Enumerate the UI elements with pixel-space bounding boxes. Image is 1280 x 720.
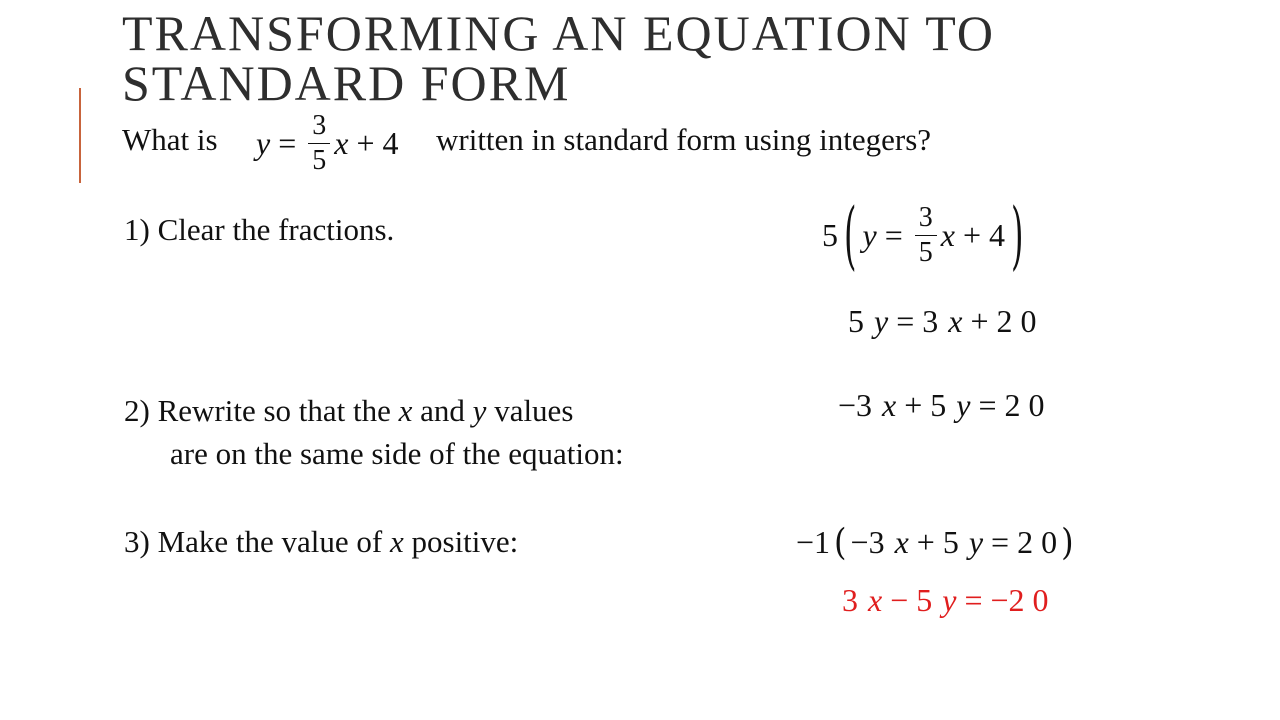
step-3-label-b: positive:	[403, 524, 519, 559]
question-eq-equals: =	[278, 124, 297, 161]
equation-3	[838, 385, 1045, 425]
eq4-coef: −1	[796, 523, 831, 560]
step-3-label-a: 3) Make the value of	[124, 524, 390, 559]
question-equation	[256, 108, 399, 178]
eq3-plus: +	[904, 386, 923, 423]
eq4-equals: =	[991, 523, 1010, 560]
eq2-plus: +	[970, 302, 989, 339]
eq5-a: 3	[842, 581, 858, 618]
step-3-x: x	[389, 524, 404, 559]
step-2-x: x	[398, 393, 413, 428]
eq5-x: x	[868, 581, 883, 618]
eq4-close-paren: )	[1061, 520, 1074, 564]
question-eq-numerator: 3	[312, 109, 327, 141]
step-2-y: y	[472, 393, 487, 428]
eq1-y: y	[862, 216, 877, 253]
slide-title	[122, 5, 1122, 111]
eq5-y: y	[942, 581, 957, 618]
eq4-a: −3	[850, 523, 885, 560]
eq5-b: 5	[916, 581, 933, 618]
answer-equation	[842, 580, 1049, 620]
question-eq-plus: +	[356, 124, 375, 161]
eq4-open-paren: (	[834, 520, 847, 564]
step-2-label-a: 2) Rewrite so that the	[124, 393, 399, 428]
eq2-a: 5	[848, 302, 864, 339]
question-eq-fraction	[308, 111, 330, 176]
eq1-numerator: 3	[918, 201, 933, 233]
eq3-x: x	[882, 386, 897, 423]
title-line-1: TRANSFORMING AN EQUATION TO	[122, 5, 996, 61]
step-2-label	[124, 393, 573, 429]
eq3-c: 2 0	[1004, 386, 1045, 423]
eq1-open-paren: (	[844, 191, 857, 279]
eq5-minus: −	[890, 581, 909, 618]
eq3-a: −3	[838, 386, 873, 423]
eq2-x: x	[948, 302, 963, 339]
question-eq-denominator: 5	[308, 143, 330, 176]
question-eq-y: y	[256, 124, 271, 161]
eq5-c: −2 0	[990, 581, 1049, 618]
eq1-plus: +	[962, 216, 981, 253]
step-3-label	[124, 524, 518, 560]
eq2-c: 2 0	[996, 302, 1037, 339]
eq4-y: y	[968, 523, 984, 560]
equation-2	[848, 301, 1037, 341]
step-2-mid: and	[412, 393, 473, 428]
eq5-equals: =	[964, 581, 983, 618]
accent-bar	[79, 88, 81, 183]
question-eq-x: x	[334, 124, 349, 161]
question-prefix: What is	[122, 122, 218, 157]
step-2-label-b: values	[486, 393, 574, 428]
step-2-line-2: are on the same side of the equation:	[170, 436, 624, 471]
eq1-x: x	[940, 216, 955, 253]
eq2-y: y	[874, 302, 889, 339]
eq3-y: y	[956, 386, 971, 423]
eq1-fraction	[915, 203, 937, 268]
eq4-c: 2 0	[1017, 523, 1058, 560]
eq4-plus: +	[916, 523, 935, 560]
eq2-equals: =	[896, 302, 915, 339]
eq2-b: 3	[922, 302, 939, 339]
eq1-close-paren: )	[1010, 191, 1024, 279]
eq3-equals: =	[978, 386, 997, 423]
step-1-label: 1) Clear the fractions.	[124, 212, 395, 247]
eq1-equals: =	[884, 216, 903, 253]
title-line-2: STANDARD FORM	[122, 55, 571, 111]
eq1-coef: 5	[822, 216, 838, 253]
eq1-denominator: 5	[915, 235, 937, 268]
question-suffix: written in standard form using integers?	[436, 122, 932, 157]
eq4-x: x	[894, 523, 909, 560]
eq1-const: 4	[988, 216, 1005, 253]
eq3-b: 5	[930, 386, 947, 423]
question-eq-const: 4	[382, 124, 399, 161]
equation-1	[822, 191, 1029, 279]
equation-4	[796, 520, 1078, 564]
eq4-b: 5	[942, 523, 959, 560]
